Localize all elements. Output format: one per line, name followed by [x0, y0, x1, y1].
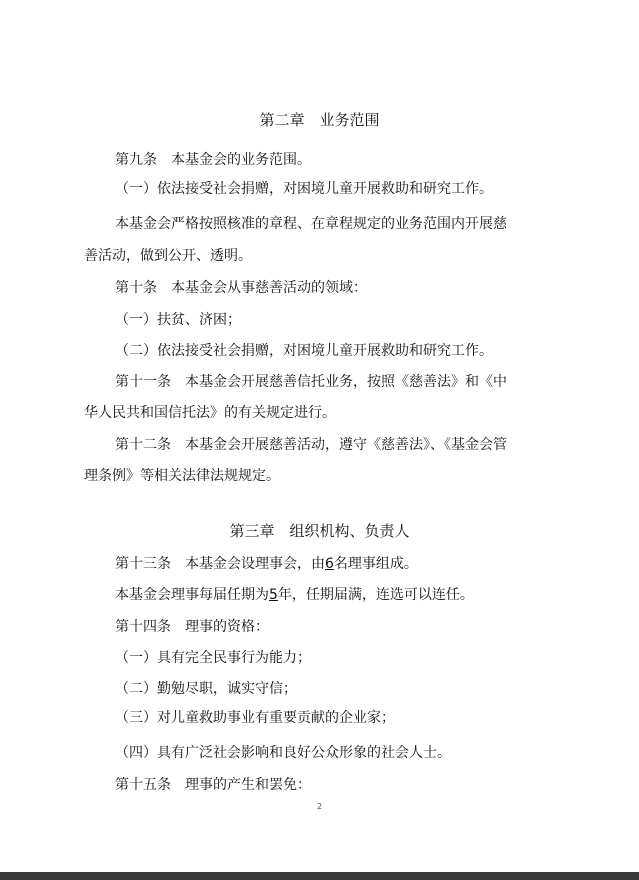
term-text-end: 年，任期届满，连选可以连任。: [277, 587, 474, 603]
article-14-item-1: （一）具有完全民事行为能力；: [115, 650, 311, 666]
chapter-3-title: 第三章 组织机构、负责人: [229, 522, 410, 540]
article-10: 第十条 本基金会从事慈善活动的领域：: [115, 280, 367, 296]
term-text: 本基金会理事每届任期为: [115, 587, 269, 603]
term-years: 5: [269, 587, 278, 603]
article-14: 第十四条 理事的资格：: [115, 619, 269, 635]
article-12-line-1: 第十二条 本基金会开展慈善活动，遵守《慈善法》、《基金会管: [115, 437, 507, 453]
article-10-item-1: （一）扶贫、济困；: [115, 312, 241, 328]
paragraph-line: 善活动，做到公开、透明。: [84, 248, 252, 264]
article-10-item-2: （二）依法接受社会捐赠，对困境儿童开展救助和研究工作。: [115, 343, 493, 359]
viewer-bottom-bar: [0, 872, 639, 880]
article-9: 第九条 本基金会的业务范围。: [115, 152, 311, 168]
article-11-line-1: 第十一条 本基金会开展慈善信托业务，按照《慈善法》和《中: [115, 374, 507, 390]
article-13-text-end: 名理事组成。: [333, 556, 418, 572]
article-15: 第十五条 理事的产生和罢免：: [115, 777, 311, 793]
page-number: 2: [316, 802, 323, 811]
article-9-item-1: （一）依法接受社会捐赠，对困境儿童开展救助和研究工作。: [115, 181, 493, 197]
article-11-line-2: 华人民共和国信托法》的有关规定进行。: [84, 405, 336, 421]
term-paragraph: [115, 586, 474, 604]
director-count: 6: [325, 556, 334, 572]
chapter-2-title: 第二章 业务范围: [259, 111, 380, 129]
article-13: [115, 555, 418, 573]
article-14-item-2: （二）勤勉尽职，诚实守信；: [115, 681, 297, 697]
article-12-line-2: 理条例》等相关法律法规规定。: [84, 468, 280, 484]
article-14-item-4: （四）具有广泛社会影响和良好公众形象的社会人士。: [115, 745, 451, 761]
article-13-text: 第十三条 本基金会设理事会，由: [115, 556, 325, 572]
paragraph-line: 本基金会严格按照核准的章程、在章程规定的业务范围内开展慈: [115, 216, 507, 232]
article-14-item-3: （三）对儿童救助事业有重要贡献的企业家；: [115, 710, 395, 726]
